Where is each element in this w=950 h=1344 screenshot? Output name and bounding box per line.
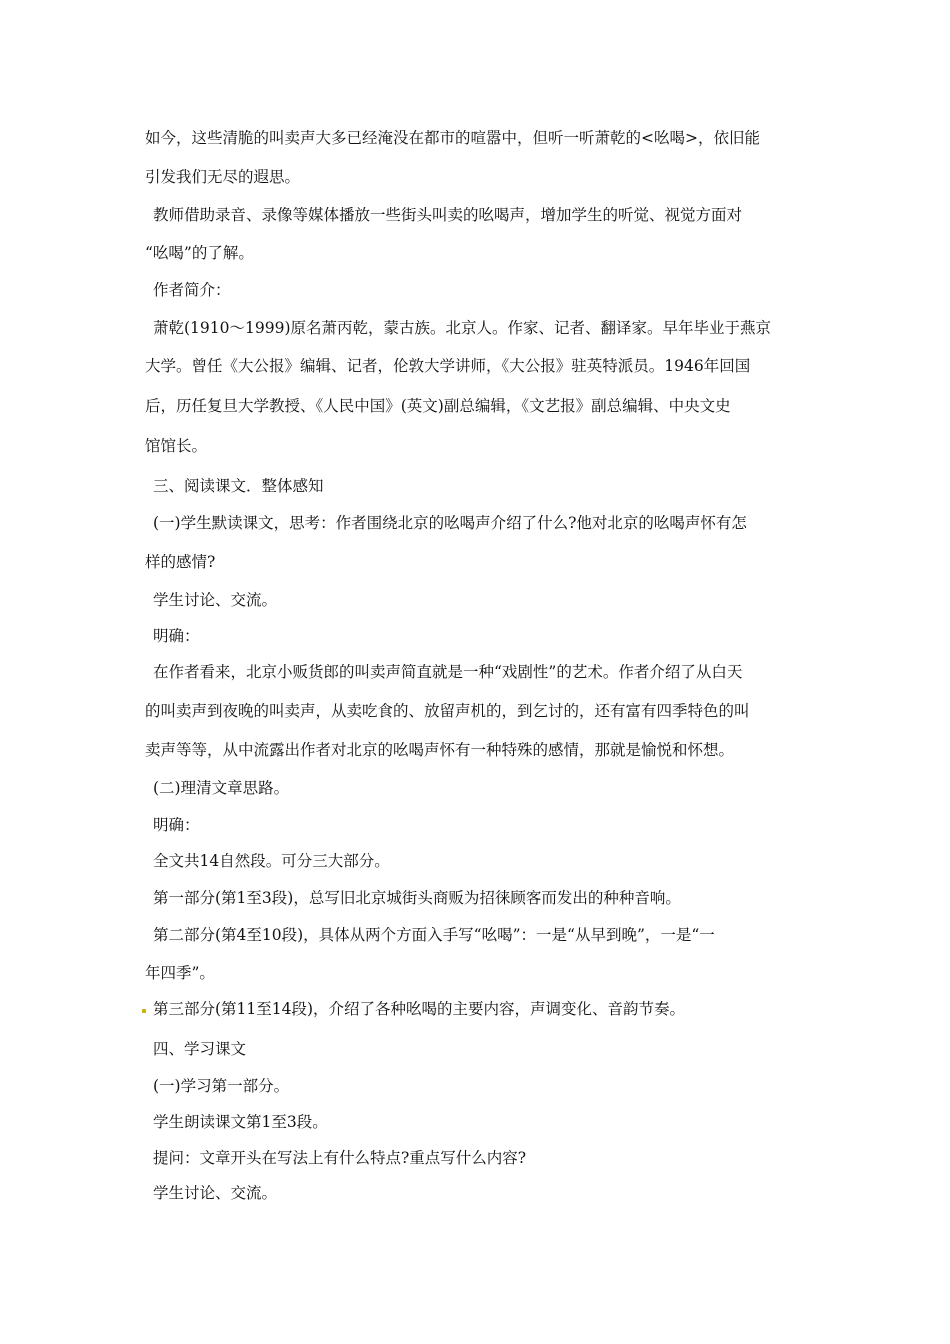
text-line: 引发我们无尽的遐思。 bbox=[145, 168, 301, 186]
text-line: 提问：文章开头在写法上有什么特点?重点写什么内容? bbox=[153, 1149, 527, 1167]
text-line: 如今，这些清脆的叫卖声大多已经淹没在都市的喧嚣中，但听一听萧乾的<吆喝>，依旧能 bbox=[145, 129, 760, 147]
text-line: 教师借助录音、录像等媒体播放一些街头叫卖的吆喝声，增加学生的听觉、视觉方面对 bbox=[153, 206, 743, 224]
text-line: 后，历任复旦大学教授、《人民中国》(英文)副总编辑，《文艺报》副总编辑、中央文史 bbox=[145, 397, 731, 415]
text-line: 卖声等等，从中流露出作者对北京的吆喝声怀有一种特殊的感情，那就是愉悦和怀想。 bbox=[145, 741, 735, 759]
text-line: 第三部分(第11至14段)，介绍了各种吆喝的主要内容，声调变化、音韵节奏。 bbox=[153, 1000, 686, 1018]
text-line: 第二部分(第4至10段)，具体从两个方面入手写“吆喝”：一是“从早到晚”，一是“一 bbox=[153, 926, 715, 944]
text-line: 的叫卖声到夜晚的叫卖声，从卖吃食的、放留声机的，到乞讨的，还有富有四季特色的叫 bbox=[145, 702, 750, 720]
text-line: “吆喝”的了解。 bbox=[145, 244, 254, 262]
text-line: 第一部分(第1至3段)，总写旧北京城街头商贩为招徕顾客而发出的种种音响。 bbox=[153, 889, 681, 907]
section-heading: 三、阅读课文．整体感知 bbox=[153, 477, 324, 495]
section-heading: 作者简介： bbox=[153, 281, 231, 299]
text-line: 明确： bbox=[153, 627, 200, 645]
text-line: 学生讨论、交流。 bbox=[153, 591, 278, 609]
section-heading: (二)理清文章思路。 bbox=[153, 779, 290, 797]
text-line: 年四季”。 bbox=[145, 964, 215, 982]
text-line: 在作者看来，北京小贩货郎的叫卖声简直就是一种“戏剧性”的艺术。作者介绍了从白天 bbox=[153, 663, 743, 681]
text-line: 学生讨论、交流。 bbox=[153, 1184, 278, 1202]
marker-dot bbox=[142, 1009, 146, 1013]
section-heading: (一)学习第一部分。 bbox=[153, 1077, 290, 1095]
text-line: 全文共14自然段。可分三大部分。 bbox=[153, 852, 390, 870]
text-line: 萧乾(1910～1999)原名萧丙乾，蒙古族。北京人。作家、记者、翻译家。早年毕业于燕京 bbox=[153, 319, 771, 337]
text-line: (一)学生默读课文，思考：作者围绕北京的吆喝声介绍了什么?他对北京的吆喝声怀有怎 bbox=[153, 514, 747, 532]
text-line: 学生朗读课文第1至3段。 bbox=[153, 1113, 328, 1131]
text-line: 明确： bbox=[153, 816, 200, 834]
section-heading: 四、学习课文 bbox=[153, 1040, 247, 1058]
text-line: 大学。曾任《大公报》编辑、记者，伦敦大学讲师，《大公报》驻英特派员。1946年回国 bbox=[145, 357, 751, 375]
text-line: 样的感情? bbox=[145, 553, 216, 571]
text-line: 馆馆长。 bbox=[145, 437, 208, 455]
